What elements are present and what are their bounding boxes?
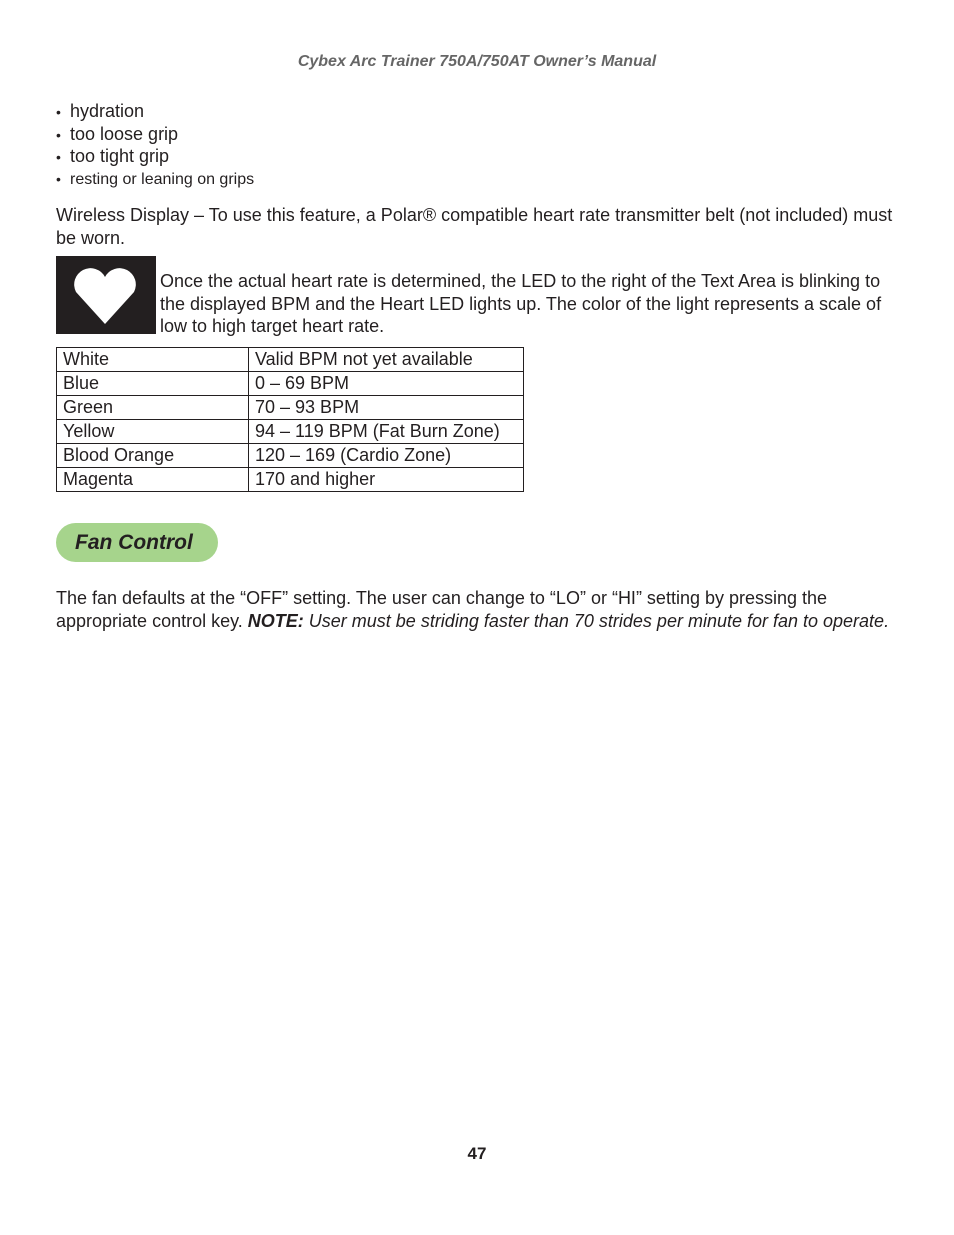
bullet-dot: • xyxy=(56,104,61,120)
list-item-text: too loose grip xyxy=(70,123,179,144)
zone-range-cell: Valid BPM not yet available xyxy=(249,348,524,372)
zone-range-cell: 70 – 93 BPM xyxy=(249,396,524,420)
table-row xyxy=(57,420,524,444)
note-text: User must be striding faster than 70 strides per minute for fan to operate. xyxy=(303,610,890,631)
wireless-display-paragraph: Wireless Display – To use this feature, a Polar® compatible heart rate transmitter belt (not included) must be worn. xyxy=(56,205,893,248)
list-item xyxy=(56,145,254,168)
heart-icon-graphic xyxy=(56,256,156,334)
list-item xyxy=(56,168,254,191)
fan-control-text: The fan defaults at the “OFF” setting. The user can change to “LO” or “HI” setting by pressing the appropriate control key. xyxy=(56,588,828,631)
bullet-dot: • xyxy=(56,149,61,165)
section-heading-fan-control: Fan Control xyxy=(56,523,218,562)
zone-range-cell: 0 – 69 BPM xyxy=(249,372,524,396)
table-row xyxy=(57,348,524,372)
page-number: 47 xyxy=(467,1144,487,1163)
zone-range-cell: 120 – 169 (Cardio Zone) xyxy=(249,444,524,468)
table-row xyxy=(57,444,524,468)
table-row xyxy=(57,396,524,420)
zone-color-cell: Blood Orange xyxy=(57,444,249,468)
fan-control-paragraph xyxy=(56,587,906,632)
list-item-text: too tight grip xyxy=(70,146,170,166)
heart-rate-zone-table xyxy=(56,347,524,492)
zone-color-cell: Blue xyxy=(57,372,249,396)
list-item xyxy=(56,100,254,123)
zone-color-cell: Yellow xyxy=(57,420,249,444)
zone-color-cell: Magenta xyxy=(57,468,249,492)
table-row xyxy=(57,372,524,396)
zone-color-cell: Green xyxy=(57,396,249,420)
bullet-dot: • xyxy=(56,126,61,143)
note-label: NOTE: xyxy=(247,610,304,631)
zone-color-cell: White xyxy=(57,348,249,372)
running-header: Cybex Arc Trainer 750A/750AT Owner’s Manual xyxy=(297,53,657,70)
heart-icon xyxy=(56,256,156,334)
table-row xyxy=(57,468,524,492)
list-item-text: resting or leaning on grips xyxy=(70,170,255,188)
list-item xyxy=(56,123,254,146)
bullet-list xyxy=(56,100,254,190)
list-item-text: hydration xyxy=(70,101,145,121)
bullet-dot: • xyxy=(56,170,61,187)
led-description-paragraph: Once the actual heart rate is determined, the LED to the right of the Text Area is blinking to the displayed BPM and the Heart LED lights up. The color of the light represents a scale of low to high target heart rate. xyxy=(160,271,882,336)
zone-range-cell: 94 – 119 BPM (Fat Burn Zone) xyxy=(249,420,524,444)
zone-range-cell: 170 and higher xyxy=(249,468,524,492)
